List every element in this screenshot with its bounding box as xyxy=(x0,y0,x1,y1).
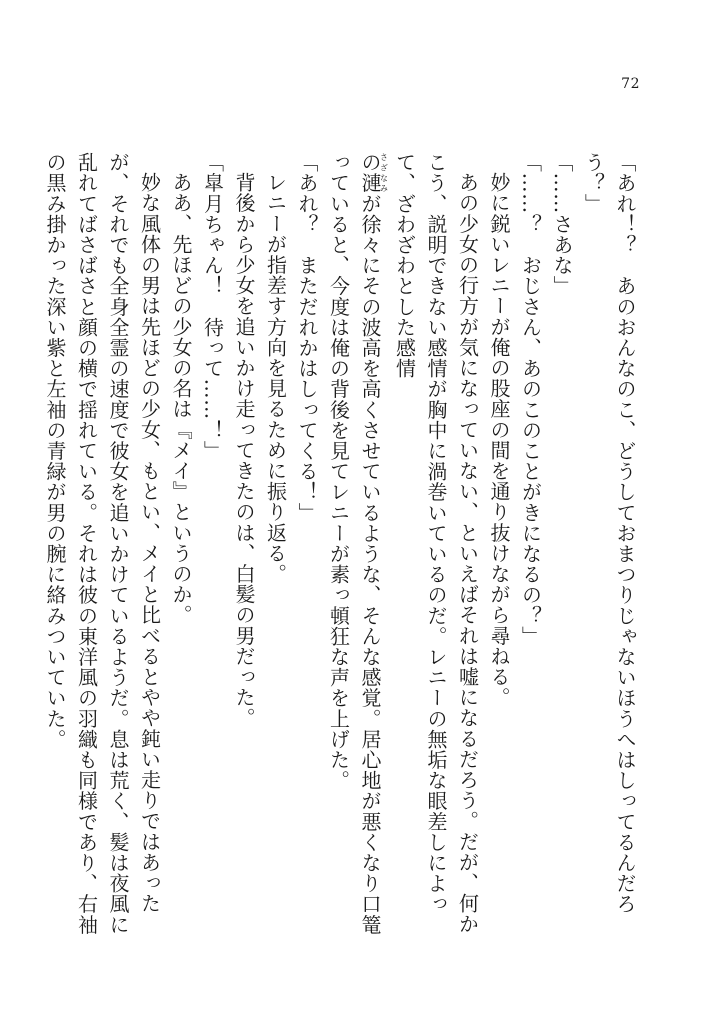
paragraph: 妙な風体の男は先ほどの少女、もとい、メイと比べるとやや鈍い走りではあったが、それでも全身全霊の速度で彼女を追いかけているようだ。息は荒く、髪は夜風に乱れてばさばさと顔の横で揺れている。それは彼の東洋風の羽織も同様であり、右袖の黒み掛かった深い紫と左袖の青緑が男の腕に絡みついていた。 xyxy=(43,152,162,935)
page-number: 72 xyxy=(621,76,640,92)
paragraph-text: が徐々にその波高を高くさせているような、そんな感覚。居心地が悪くなり口篭っていると、今度は俺の背後を見てレニーが素っ頓狂な声を上げた。 xyxy=(326,152,382,935)
paragraph: 「皐月ちゃん！ 待って……！」 xyxy=(200,152,225,461)
vertical-body-text xyxy=(43,152,640,952)
ruby-reading: さざなみ xyxy=(379,152,389,194)
paragraph: レニーが指差す方向を見るために振り返る。 xyxy=(263,172,288,584)
ruby-base: の漣 xyxy=(358,152,382,194)
paragraph-with-ruby xyxy=(322,152,388,952)
paragraph: 「あれ！？ あのおんなのこ、どうしておまつりじゃないほうへはしってるんだろう？」 xyxy=(581,152,637,915)
paragraph: 「……？ おじさん、あのこのことがきになるの？」 xyxy=(518,152,543,647)
paragraph: 「……さあな」 xyxy=(550,152,574,297)
paragraph: あの少女の行方が気になっていない、といえばそれは嘘になるだろう。だが、何かこう、説明できない感情が胸中に渦巻いているのだ。レニーの無垢な眼差しによって、ざわざわとした感情 xyxy=(392,152,480,935)
paragraph: 妙に鋭いレニーが俺の股座の間を通り抜けながら尋ねる。 xyxy=(487,172,511,708)
paragraph: ああ、先ほどの少女の名は『メイ』というのか。 xyxy=(169,172,193,626)
paragraph: 背後から少女を追いかけ走ってきたのは、白髪の男だった。 xyxy=(232,172,256,729)
ruby-annotation xyxy=(358,152,389,194)
paragraph: 「あれ？ まただれかはしってくる！」 xyxy=(295,152,319,523)
